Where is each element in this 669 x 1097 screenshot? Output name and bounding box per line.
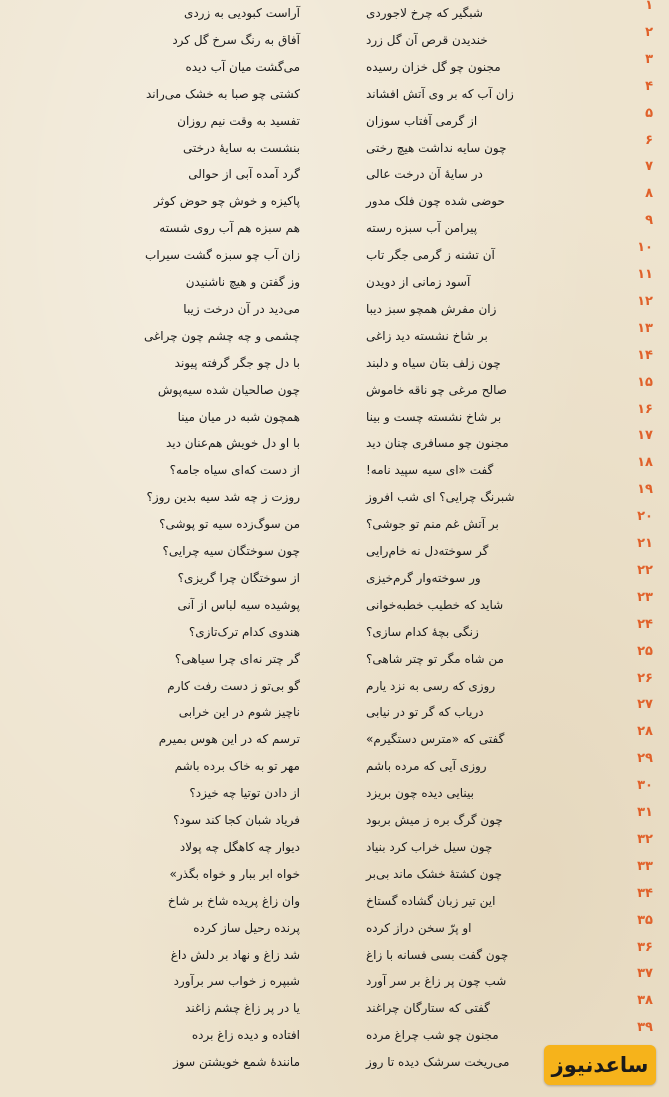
verse-row [0, 320, 669, 352]
first-hemistich [366, 141, 636, 155]
verse-number: ۸ [645, 186, 653, 202]
first-hemistich-text: چون سایه نداشت هیچ رختی [366, 140, 507, 155]
second-hemistich: خواه ابر ببار و خواه بگذر» [169, 866, 300, 881]
first-hemistich [366, 705, 636, 719]
verse-number: ۳ [645, 51, 653, 67]
first-hemistich-text: چون کشتهٔ خشک ماند بی‌بر [366, 866, 503, 881]
verse-row [0, 912, 669, 944]
first-hemistich [366, 221, 636, 235]
first-hemistich-text: دریاب که گر تو در نیابی [366, 705, 484, 720]
first-hemistich [366, 302, 636, 316]
first-hemistich [366, 87, 636, 101]
first-hemistich [366, 840, 636, 854]
second-hemistich: مانندهٔ شمع خویشتن سوز [173, 1055, 300, 1070]
second-hemistich: من سوگ‌زده سیه تو پوشی؟ [159, 517, 300, 532]
second-hemistich: وان زاغ پریده شاخ بر شاخ [167, 893, 300, 908]
second-hemistich: هم سبزه هم آب روی شسته [159, 221, 300, 236]
first-hemistich [366, 356, 636, 370]
verse-number: ۳۸ [637, 993, 653, 1009]
first-hemistich-text: روزی آیی که مرده باشم [366, 759, 487, 774]
second-hemistich: مهر تو به خاک برده باشم [174, 759, 300, 774]
second-hemistich: چشمی و چه چشم چون چراغی [144, 328, 300, 343]
second-hemistich: از دست که‌ای سیاه جامه؟ [169, 463, 300, 478]
first-hemistich-text: شب چون پر زاغ بر سر آورد [366, 974, 507, 989]
second-hemistich: زان آب چو سبزه گشت سیراب [145, 248, 300, 263]
verse-row [0, 455, 669, 486]
first-hemistich-text: زان مفرش همچو سبز دیبا [366, 301, 497, 316]
first-hemistich [366, 167, 636, 181]
first-hemistich [366, 948, 636, 962]
verse-number: ۱۳ [637, 320, 653, 336]
first-hemistich [366, 679, 636, 693]
first-hemistich-text: بر آتش غم منم تو جوشی؟ [366, 517, 499, 532]
verse-row [0, 2, 669, 29]
second-hemistich: یا در پر زاغ چشم زاغند [185, 1001, 300, 1016]
first-hemistich-text: می‌ریخت سرشک دیده تا روز [366, 1055, 510, 1070]
verse-row [0, 159, 669, 190]
verse-row [0, 724, 669, 755]
first-hemistich [366, 383, 636, 397]
verse-number: ۲۰ [637, 509, 653, 525]
verse-row [0, 805, 669, 836]
verse-row [0, 213, 669, 244]
first-hemistich [366, 974, 636, 988]
verse-number: ۲۸ [637, 724, 653, 740]
verse-row [0, 347, 669, 379]
first-hemistich-text: گفت «ای سیه سپید نامه! [366, 463, 494, 478]
verse-number: ۲۴ [637, 616, 653, 632]
second-hemistich: پرنده رحیل ساز کرده [193, 920, 300, 935]
first-hemistich [366, 463, 636, 477]
first-hemistich-text: این تیر زبان گشاده گستاخ [366, 893, 496, 908]
first-hemistich-text: زنگی بچهٔ کدام سازی؟ [366, 624, 479, 639]
verse-number: ۹ [645, 213, 653, 229]
verse-row [0, 993, 669, 1024]
first-hemistich-text: خندیدن قرص آن گل زرد [366, 32, 488, 47]
first-hemistich [366, 921, 636, 935]
verse-row [0, 831, 669, 863]
first-hemistich [366, 813, 636, 827]
verse-row [0, 24, 669, 56]
second-hemistich: با دل چو جگر گرفته پیوند [174, 355, 300, 370]
verse-number: ۲۷ [637, 697, 653, 713]
verse-number: ۱۹ [637, 482, 653, 498]
first-hemistich-text: مجنون چو مسافری چنان دید [366, 436, 509, 451]
second-hemistich: افتاده و دیده زاغ برده [191, 1028, 300, 1043]
second-hemistich: فریاد شبان کجا کند سود؟ [173, 813, 300, 827]
second-hemistich: پوشیده سیه لباس از آنی [177, 597, 300, 612]
first-hemistich [366, 248, 636, 262]
verse-row [0, 78, 669, 110]
first-hemistich [366, 1001, 636, 1015]
verse-number: ۳۶ [637, 939, 653, 955]
verse-row [0, 240, 669, 271]
logo-text: ساعدنیوز [551, 1053, 649, 1077]
verse-number: ۲۳ [637, 589, 653, 605]
first-hemistich [366, 598, 636, 612]
verse-number: ۶ [645, 132, 653, 148]
first-hemistich [366, 759, 636, 773]
second-hemistich: گو بی‌تو ز دست رفت کارم [167, 678, 300, 693]
first-hemistich [366, 732, 636, 746]
second-hemistich: با او دل خویش هم‌عنان دید [165, 436, 300, 451]
first-hemistich-text: بر شاخ نشسته چست و بینا [366, 409, 502, 424]
second-hemistich: گرد آمده آبی از حوالی [188, 167, 300, 182]
verse-row [0, 858, 669, 890]
first-hemistich-text: چون زلف بتان سیاه و دلبند [366, 355, 501, 370]
first-hemistich-text: بر شاخ نشسته دید زاغی [366, 328, 488, 343]
second-hemistich: وز گفتن و هیچ ناشنیدن [185, 275, 300, 289]
verse-row [0, 186, 669, 217]
first-hemistich [366, 6, 636, 20]
first-hemistich [366, 894, 636, 908]
first-hemistich [366, 625, 636, 639]
verse-number: ۲ [645, 24, 653, 40]
first-hemistich [366, 1028, 636, 1042]
verse-row [0, 536, 669, 567]
first-hemistich [366, 33, 636, 47]
first-hemistich-text: مجنون چو شب چراغ مرده [366, 1028, 499, 1043]
second-hemistich: پاکیزه و خوش چو حوض کوثر [154, 194, 300, 209]
verse-number: ۱۶ [637, 401, 653, 417]
verse-number: ۳۷ [637, 966, 653, 982]
first-hemistich-text: شبرنگ چرایی؟ ای شب افروز [366, 490, 515, 505]
verse-number: ۲۹ [637, 751, 653, 767]
verse-row [0, 428, 669, 459]
first-hemistich-text: آسود زمانی از دویدن [366, 275, 471, 289]
verse-number: ۳۵ [637, 912, 653, 928]
second-hemistich: ترسم که در این هوس بمیرم [158, 732, 300, 747]
verse-number: ۲۲ [637, 562, 653, 578]
first-hemistich-text: زان آب که بر وی آتش افشاند [366, 86, 514, 101]
second-hemistich: دیوار چه کاهگل چه پولاد [179, 839, 300, 854]
second-hemistich: می‌دید در آن درخت زیبا [183, 301, 300, 316]
verse-number: ۲۶ [637, 670, 653, 686]
first-hemistich-text: حوضی شده چون فلک مدور [366, 194, 505, 209]
verse-number: ۱۴ [637, 347, 653, 363]
first-hemistich [366, 544, 636, 558]
verse-number: ۵ [645, 105, 653, 121]
saednews-logo[interactable] [544, 1045, 656, 1085]
second-hemistich: تفسید به وقت نیم روزان [177, 113, 300, 128]
verse-row [0, 697, 669, 728]
verse-number: ۱۷ [637, 428, 653, 444]
verse-row [0, 51, 669, 83]
second-hemistich: چون سوختگان سیه چرایی؟ [162, 544, 300, 558]
verse-number: ۳۰ [637, 778, 653, 794]
first-hemistich-text: گفتی که «مترس دستگیرم» [366, 732, 505, 747]
first-hemistich-text: مجنون چو گل خزان رسیده [366, 59, 501, 74]
second-hemistich: چون صالحیان شده سیه‌پوش [157, 382, 300, 397]
verse-number: ۳۴ [637, 885, 653, 901]
verse-number: ۱۰ [637, 240, 653, 256]
second-hemistich: می‌گشت میان آب دیده [185, 59, 300, 74]
verse-row [0, 509, 669, 540]
verse-number: ۳۹ [637, 1020, 653, 1036]
first-hemistich-text: صالح مرغی چو ناقه خاموش [366, 382, 507, 397]
verse-row [0, 778, 669, 809]
first-hemistich [366, 275, 636, 289]
first-hemistich-text: من شاه مگر تو چتر شاهی؟ [366, 651, 504, 666]
first-hemistich-text: چون گفت بسی فسانه با زاغ [366, 947, 509, 962]
verse-number: ۳۳ [637, 858, 653, 874]
first-hemistich-text: چون گرگ بره ز میش بربود [366, 813, 503, 827]
verse-number: ۴ [645, 78, 653, 94]
verse-row [0, 616, 669, 648]
verse-number: ۳۲ [637, 831, 653, 847]
verse-number: ۱۵ [637, 374, 653, 390]
verse-row [0, 374, 669, 406]
verse-number: ۲۱ [637, 536, 653, 551]
first-hemistich [366, 517, 636, 531]
first-hemistich-text: ور سوخته‌وار گرم‌خیزی [366, 570, 481, 585]
first-hemistich [366, 490, 636, 504]
verse-row [0, 589, 669, 621]
second-hemistich: کشتی چو صبا به خشک می‌راند [145, 86, 300, 101]
verse-number: ۱۲ [637, 293, 653, 309]
verse-row [0, 670, 669, 702]
verse-row [0, 132, 669, 164]
first-hemistich-text: آن تشنه ز گرمی جگر تاب [366, 248, 495, 263]
second-hemistich: همچون شبه در میان مینا [177, 409, 300, 424]
second-hemistich: بنشست به سایهٔ درختی [182, 140, 300, 155]
verse-number: ۲۵ [637, 643, 653, 659]
first-hemistich-text: پیرامن آب سبزه رسته [366, 221, 478, 236]
verse-number: ۷ [645, 159, 653, 175]
verse-row [0, 643, 669, 675]
first-hemistich [366, 652, 636, 666]
verse-row [0, 482, 669, 513]
first-hemistich [366, 194, 636, 208]
second-hemistich: هندوی کدام ترک‌تازی؟ [188, 624, 300, 639]
second-hemistich: گر چتر نه‌ای چرا سیاهی؟ [174, 651, 300, 666]
second-hemistich: روزت ز چه شد سیه بدین روز؟ [146, 490, 300, 505]
second-hemistich: از سوختگان چرا گریزی؟ [177, 570, 300, 585]
first-hemistich [366, 786, 636, 800]
second-hemistich: از دادن توتیا چه خیزد؟ [189, 786, 300, 801]
verse-row [0, 105, 669, 137]
verse-row [0, 966, 669, 997]
first-hemistich-text: چون سیل خراب کرد بنیاد [366, 839, 493, 854]
verse-row [0, 939, 669, 971]
second-hemistich: ناچیز شوم در این خرابی [178, 705, 300, 720]
first-hemistich-text: گفتی که ستارگان چراغند [366, 1001, 490, 1016]
first-hemistich [366, 436, 636, 450]
verse-number: ۱ [645, 0, 653, 13]
first-hemistich-text: گر سوخته‌دل نه خام‌رایی [366, 544, 489, 558]
first-hemistich-text: در سایهٔ آن درخت عالی [366, 167, 483, 182]
first-hemistich [366, 114, 636, 128]
first-hemistich-text: او پرّ سخن دراز کرده [366, 920, 472, 935]
verse-row [0, 885, 669, 917]
first-hemistich [366, 410, 636, 424]
verse-row [0, 293, 669, 325]
second-hemistich: شد زاغ و نهاد بر دلش داغ [170, 947, 300, 962]
first-hemistich [366, 867, 636, 881]
verse-number: ۱۸ [637, 455, 653, 471]
verse-row [0, 562, 669, 594]
first-hemistich [366, 571, 636, 585]
first-hemistich-text: شبگیر که چرخ لاجوردی [366, 6, 483, 20]
verse-number: ۱۱ [637, 267, 653, 282]
second-hemistich: آراست کبودیی به زردی [183, 6, 300, 20]
first-hemistich-text: بینایی دیده چون بریزد [366, 786, 474, 801]
verse-row [0, 267, 669, 298]
verse-row [0, 751, 669, 782]
first-hemistich-text: از گرمی آفتاب سوزان [366, 113, 478, 128]
first-hemistich-text: شاید که خطیب خطبه‌خوانی [366, 597, 504, 612]
verse-number: ۳۱ [637, 805, 653, 820]
first-hemistich [366, 329, 636, 343]
first-hemistich-text: روزی که رسی به نزد یارم [366, 678, 496, 693]
verse-row [0, 401, 669, 433]
first-hemistich [366, 60, 636, 74]
second-hemistich: آفاق به رنگ سرخ گل کرد [172, 32, 300, 47]
second-hemistich: شبپره ز خواب سر برآورد [173, 974, 300, 989]
